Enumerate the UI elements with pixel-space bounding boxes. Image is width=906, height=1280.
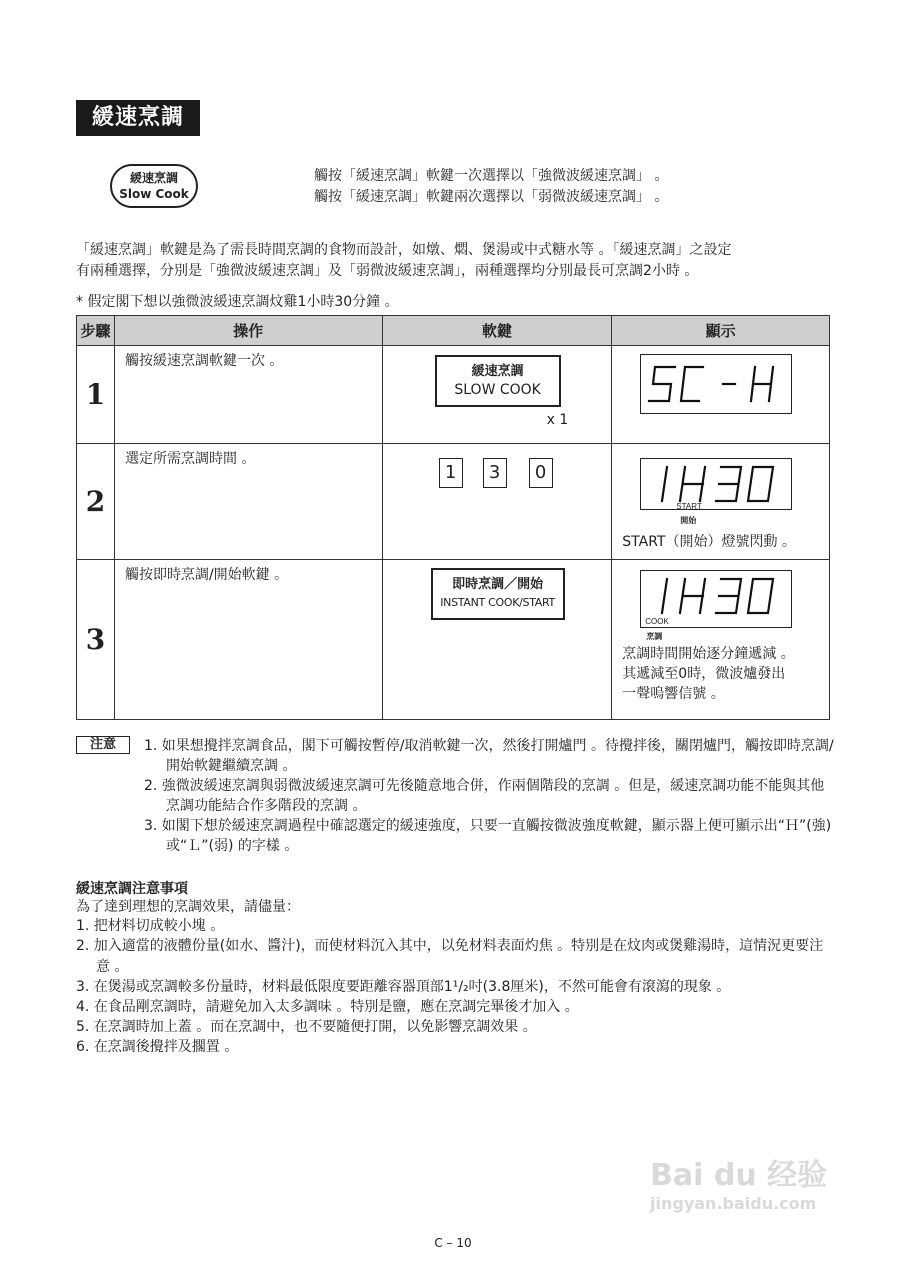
digit-key-3: 3 xyxy=(483,458,507,488)
display-cell xyxy=(612,444,830,560)
description-paragraph xyxy=(76,240,836,282)
note-item: 1. 如果想攪拌烹調食品，閣下可觸按暫停/取消軟鍵一次，然後打開爐門 。待攪拌後，關閉爐門，觸按即時烹調/開始軟鍵繼續烹調 。 xyxy=(144,738,834,774)
note-item: 2. 強微波緩速烹調與弱微波緩速烹調可先後隨意地合併，作兩個階段的烹調 。但是，緩速烹調功能不能與其他烹調功能結合作多階段的烹調 。 xyxy=(144,778,825,814)
cook-indicator-zh: 烹調 xyxy=(646,632,663,641)
header-display: 顯示 xyxy=(612,316,830,346)
watermark xyxy=(650,1150,827,1213)
tip-item: 5. 在烹調時加上蓋 。而在烹調中，也不要隨便打開，以免影響烹調效果 。 xyxy=(76,1019,537,1035)
operation-text: 選定所需烹調時間 。 xyxy=(114,444,382,560)
tip-item: 2. 加入適當的液體份量(如水、醬汁)，而使材料沉入其中，以免材料表面灼焦 。特別是在炆肉或煲雞湯時，這情況更要注意 。 xyxy=(76,938,824,975)
table-row xyxy=(77,346,830,444)
header-key: 軟鍵 xyxy=(382,316,612,346)
key-label-en: INSTANT COOK/START xyxy=(440,596,555,609)
step-number: 2 xyxy=(77,444,115,560)
key-cell xyxy=(382,560,612,720)
key-label-en: SLOW COOK xyxy=(454,382,541,398)
notes-label: 注意 xyxy=(76,736,130,754)
key-label-zh: 緩速烹調 xyxy=(471,364,524,379)
cook-indicator: COOK xyxy=(645,617,669,626)
step-number: 1 xyxy=(77,346,115,444)
start-indicator-zh: 開始 xyxy=(680,516,697,525)
lcd-digits-sc-h xyxy=(641,355,791,413)
lcd-display xyxy=(640,570,792,628)
table-row xyxy=(77,444,830,560)
press-count: x 1 xyxy=(546,412,569,428)
intro-line: 觸按「緩速烹調」軟鍵一次選擇以「強微波緩速烹調」 。 xyxy=(314,168,669,184)
tip-item: 3. 在煲湯或烹調較多份量時，材料最低限度要距離容器頂部1¹/₂吋(3.8厘米)，不然可能會有滾瀉的現象 。 xyxy=(76,979,731,995)
table-header-row xyxy=(77,316,830,346)
key-cell xyxy=(382,444,612,560)
digit-key-0: 0 xyxy=(529,458,553,488)
header-operation: 操作 xyxy=(114,316,382,346)
assumption-note: * 假定閣下想以強微波緩速烹調炆雞1小時30分鐘 。 xyxy=(76,294,399,310)
lcd-digits-1h30 xyxy=(641,459,791,509)
display-cell xyxy=(612,560,830,720)
lcd-display xyxy=(640,458,792,510)
note-item: 3. 如閣下想於緩速烹調過程中確認選定的緩速強度，只要一直觸按微波強度軟鍵，顯示器上便可顯示出“Ｈ”(強) 或“Ｌ”(弱) 的字樣 。 xyxy=(144,818,832,854)
start-indicator: START xyxy=(676,502,702,511)
display-note: START（開始）燈號閃動 。 xyxy=(622,534,796,550)
key-label-zh: 即時烹調／開始 xyxy=(452,577,544,592)
slow-cook-key xyxy=(435,355,561,407)
header-step: 步驟 xyxy=(77,316,115,346)
lcd-display xyxy=(640,354,792,414)
display-cell xyxy=(612,346,830,444)
pill-line1: 緩速烹調 xyxy=(129,171,178,185)
table-row xyxy=(77,560,830,720)
display-note-line: 其遞減至0時，微波爐發出 xyxy=(622,666,786,682)
operation-text: 觸按即時烹調/開始軟鍵 。 xyxy=(114,560,382,720)
tips-intro: 為了達到理想的烹調效果，請儘量： xyxy=(76,899,300,915)
tip-item: 6. 在烹調後攪拌及擱置 。 xyxy=(76,1039,239,1055)
watermark-logo: Bai du 经验 xyxy=(650,1158,828,1193)
paragraph-line: 「緩速烹調」軟鍵是為了需長時間烹調的食物而設計，如燉、燜、煲湯或中式糖水等 。「緩速烹調」之設定 xyxy=(76,242,732,258)
step-number: 3 xyxy=(77,560,115,720)
display-note-line: 烹調時間開始逐分鐘遞減 。 xyxy=(622,646,795,662)
operation-text: 觸按緩速烹調軟鍵一次 。 xyxy=(114,346,382,444)
tips-title: 緩速烹調注意事項 xyxy=(76,881,188,897)
digit-key-1: 1 xyxy=(439,458,463,488)
page-number: C – 10 xyxy=(434,1236,472,1250)
key-cell xyxy=(382,346,612,444)
steps-table xyxy=(76,315,830,720)
pill-line2: Slow Cook xyxy=(119,187,189,201)
intro-text xyxy=(314,166,668,208)
intro-line: 觸按「緩速烹調」軟鍵兩次選擇以「弱微波緩速烹調」 。 xyxy=(314,189,669,205)
display-note xyxy=(622,644,794,704)
slow-cook-key-icon xyxy=(110,164,198,208)
paragraph-line: 有兩種選擇，分別是「強微波緩速烹調」及「弱微波緩速烹調」，兩種選擇均分別最長可烹調2小時 。 xyxy=(76,263,699,279)
tip-item: 4. 在食品剛烹調時，請避免加入太多調味 。特別是鹽，應在烹調完畢後才加入 。 xyxy=(76,999,579,1015)
instant-cook-start-key xyxy=(431,568,565,620)
section-title: 緩速烹調 xyxy=(76,100,200,136)
tip-item: 1. 把材料切成較小塊 。 xyxy=(76,918,225,934)
watermark-url: jingyan.baidu.com xyxy=(650,1194,817,1213)
display-note-line: 一聲嗚響信號 。 xyxy=(622,686,725,702)
